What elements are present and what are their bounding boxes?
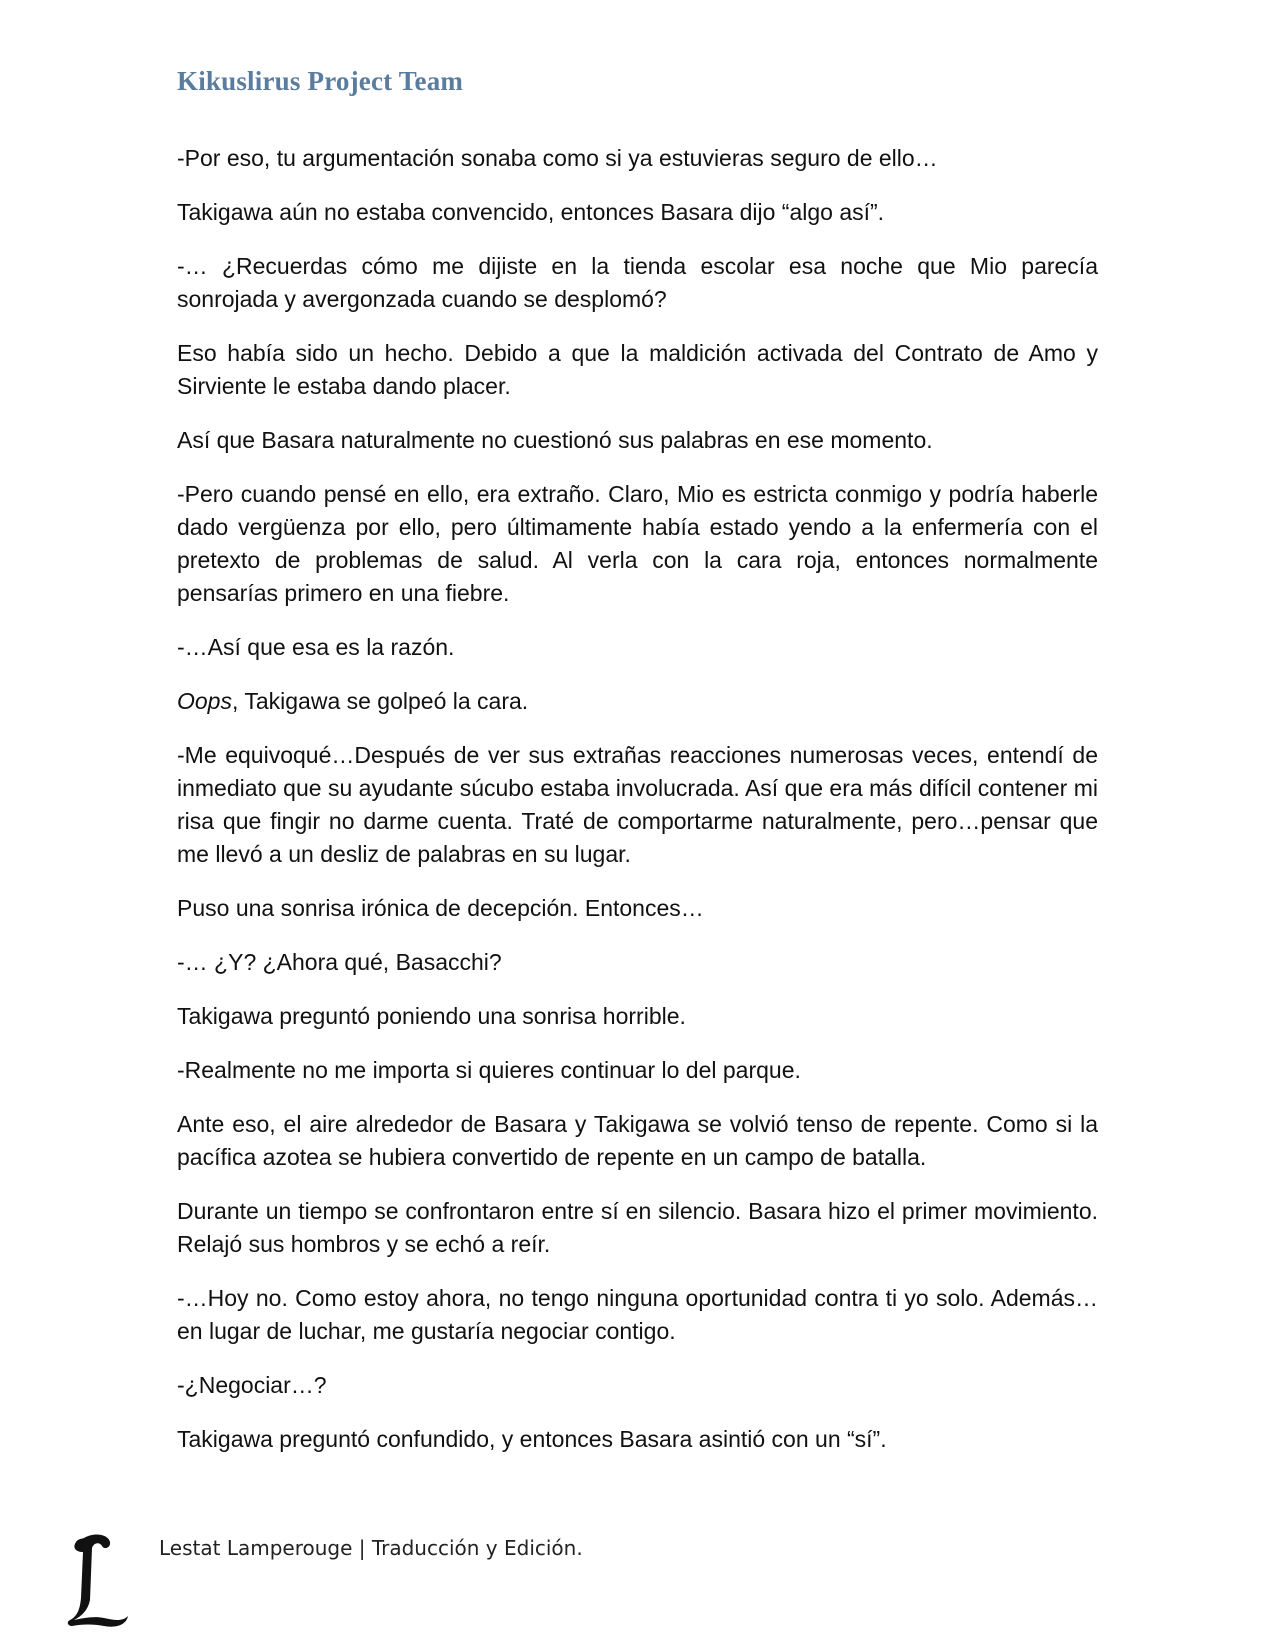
footer-credit: Lestat Lamperouge | Traducción y Edición. <box>159 1536 583 1560</box>
page-footer <box>0 1530 1275 1650</box>
gothic-l-logo-icon <box>64 1530 134 1630</box>
gothic-l-logo <box>64 1530 134 1630</box>
paragraph: -Me equivoqué…Después de ver sus extrañas reacciones numerosas veces, entendí de inmediato que su ayudante súcubo estaba involucrada. Así que era más difícil contener mi risa que fingir no darme cuenta. Traté de comportarme naturalmente, pero…pensar que me llevó a un desliz de palabras en su lugar. <box>177 742 1098 867</box>
document-body <box>177 142 1098 1477</box>
paragraph: -… ¿Recuerdas cómo me dijiste en la tienda escolar esa noche que Mio parecía sonrojada y avergonzada cuando se desplomó? <box>177 253 1098 312</box>
paragraph: -Realmente no me importa si quieres continuar lo del parque. <box>177 1057 801 1083</box>
paragraph: Durante un tiempo se confrontaron entre sí en silencio. Basara hizo el primer movimiento. Relajó sus hombros y se echó a reír. <box>177 1198 1098 1257</box>
paragraph: Takigawa preguntó confundido, y entonces Basara asintió con un “sí”. <box>177 1426 887 1452</box>
paragraph: -¿Negociar…? <box>177 1372 327 1398</box>
paragraph: Puso una sonrisa irónica de decepción. Entonces… <box>177 895 704 921</box>
paragraph: Takigawa aún no estaba convencido, entonces Basara dijo “algo así”. <box>177 199 885 225</box>
italic-word: Oops <box>177 688 232 714</box>
paragraph: -Por eso, tu argumentación sonaba como si ya estuvieras seguro de ello… <box>177 145 938 171</box>
paragraph: Así que Basara naturalmente no cuestionó sus palabras en ese momento. <box>177 427 933 453</box>
paragraph <box>177 685 1098 718</box>
paragraph: -…Hoy no. Como estoy ahora, no tengo ninguna oportunidad contra ti yo solo. Además…en lugar de luchar, me gustaría negociar contigo. <box>177 1285 1098 1344</box>
paragraph-rest: , Takigawa se golpeó la cara. <box>231 688 529 714</box>
header-title: Kikuslirus Project Team <box>177 66 464 96</box>
paragraph: Takigawa preguntó poniendo una sonrisa horrible. <box>177 1003 686 1029</box>
paragraph: -Pero cuando pensé en ello, era extraño. Claro, Mio es estricta conmigo y podría haberle dado vergüenza por ello, pero últimamente había estado yendo a la enfermería con el pretexto de problemas de salud. Al verla con la cara roja, entonces normalmente pensarías primero en una fiebre. <box>177 481 1098 606</box>
paragraph: Eso había sido un hecho. Debido a que la maldición activada del Contrato de Amo y Sirviente le estaba dando placer. <box>177 340 1098 399</box>
paragraph: Ante eso, el aire alrededor de Basara y Takigawa se volvió tenso de repente. Como si la pacífica azotea se hubiera convertido de repente en un campo de batalla. <box>177 1111 1098 1170</box>
paragraph: -… ¿Y? ¿Ahora qué, Basacchi? <box>177 949 502 975</box>
paragraph: -…Así que esa es la razón. <box>177 634 455 660</box>
